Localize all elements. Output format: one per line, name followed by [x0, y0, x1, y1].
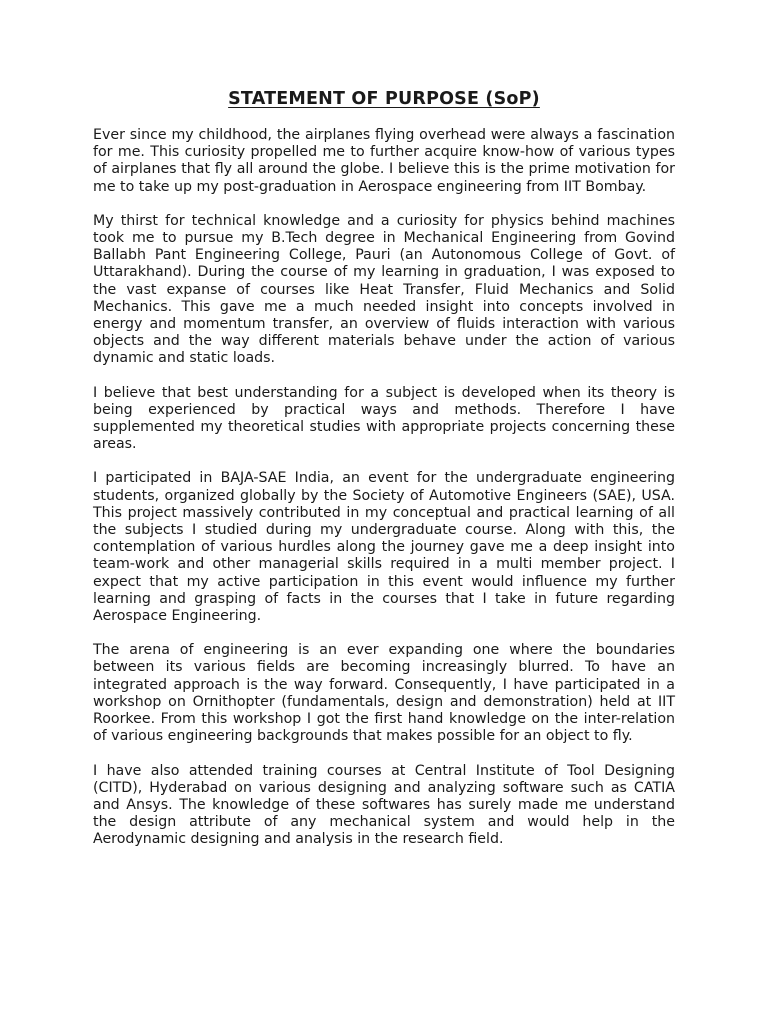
document-title: STATEMENT OF PURPOSE (SoP): [228, 89, 540, 109]
paragraph-baja-sae: I participated in BAJA-SAE India, an event for the undergraduate engineering students, organized globally by the Society of Automotive Engineers (SAE), USA. This project massively contributed in my conceptual and practical learning of all the subjects I studied during my undergraduate course. Along with this, the contemplation of various hurdles along the journey gave me a deep insight into team-work and other managerial skills required in a multi member project. I expect that my active participation in this event would influence my further learning and grasping of facts in the courses that I take in future regarding Aerospace Engineering.: [93, 470, 675, 625]
paragraph-practical-learning: I believe that best understanding for a subject is developed when its theory is being experienced by practical ways and methods. Therefore I have supplemented my theoretical studies with appropriate projects concerning these areas.: [93, 384, 675, 453]
document-page: [93, 86, 675, 866]
paragraph-ornithopter-workshop: The arena of engineering is an ever expanding one where the boundaries between its various fields are becoming increasingly blurred. To have an integrated approach is the way forward. Consequently, I have participated in a workshop on Ornithopter (fundamentals, design and demonstration) held at IIT Roorkee. From this workshop I got the first hand knowledge on the inter-relation of various engineering backgrounds that makes possible for an object to fly.: [93, 642, 675, 745]
paragraph-education: My thirst for technical knowledge and a curiosity for physics behind machines took me to pursue my B.Tech degree in Mechanical Engineering from Govind Ballabh Pant Engineering College, Pauri (an Autonomous College of Govt. of Uttarakhand). During the course of my learning in graduation, I was exposed to the vast expanse of courses like Heat Transfer, Fluid Mechanics and Solid Mechanics. This gave me a much needed insight into concepts involved in energy and momentum transfer, an overview of fluids interaction with various objects and the way different materials behave under the action of various dynamic and static loads.: [93, 212, 675, 367]
paragraph-citd-training: I have also attended training courses at Central Institute of Tool Designing (CITD), Hyderabad on various designing and analyzing software such as CATIA and Ansys. The knowledge of these softwares has surely made me understand the design attribute of any mechanical system and would help in the Aerodynamic designing and analysis in the research field.: [93, 762, 675, 848]
paragraph-childhood: Ever since my childhood, the airplanes flying overhead were always a fascination for me. This curiosity propelled me to further acquire know-how of various types of airplanes that fly all around the globe. I believe this is the prime motivation for me to take up my post-graduation in Aerospace engineering from IIT Bombay.: [93, 127, 675, 195]
